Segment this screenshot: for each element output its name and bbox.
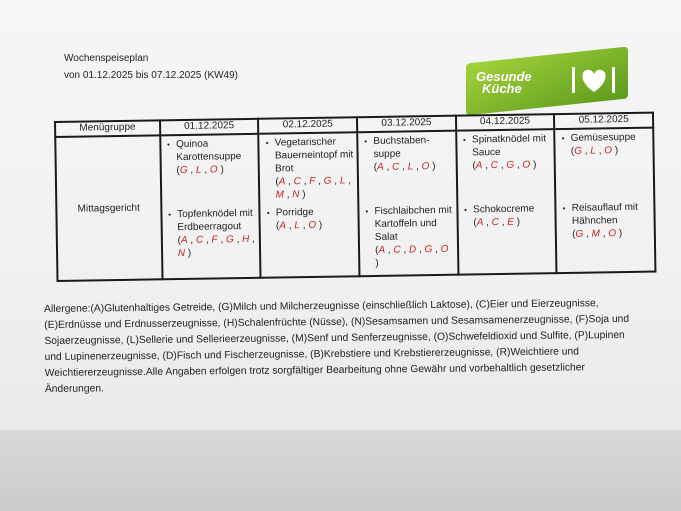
allergen-code: A — [476, 217, 484, 229]
allergen-code: E — [507, 216, 514, 228]
allergen-code: O — [522, 159, 531, 171]
allergen-code: C — [393, 244, 401, 256]
dish-name: Schokocreme — [473, 203, 535, 216]
bullet-icon: • — [561, 133, 565, 144]
fork-heart-knife-icon — [570, 63, 618, 97]
allergen-code: L — [294, 220, 301, 232]
allergen-code: G — [424, 244, 433, 256]
dish-item — [267, 205, 355, 232]
allergen-code: O — [608, 228, 617, 240]
dish-allergens: (A , C , G , O ) — [472, 159, 537, 172]
header-day-5: 05.12.2025 — [554, 113, 653, 130]
dish-item — [563, 201, 652, 241]
allergen-code: L — [339, 175, 346, 187]
allergen-code: G — [323, 175, 332, 187]
logo-line-1: Gesunde — [476, 69, 532, 84]
allergen-code: G — [225, 234, 234, 246]
allergen-code: A — [279, 220, 287, 232]
bullet-icon: • — [167, 140, 170, 150]
dish-item — [167, 137, 256, 177]
allergen-code: G — [179, 164, 188, 177]
dish-item — [364, 134, 453, 174]
logo-line-2: Küche — [482, 81, 522, 96]
bullet-icon: • — [365, 207, 369, 217]
allergen-code: L — [195, 164, 202, 176]
header-day-2: 02.12.2025 — [258, 117, 357, 134]
allergen-code: M — [275, 189, 284, 201]
allergen-code: O — [308, 219, 317, 232]
dish-item — [464, 202, 552, 229]
allergen-code: N — [177, 247, 186, 260]
dish-item — [365, 204, 454, 270]
menu-cell — [555, 128, 656, 274]
dish-allergens: (A , C , L , O ) — [373, 161, 436, 173]
row-label-lunch: Mittagsgericht — [55, 135, 162, 281]
dish-name: Fischlaibchen mit Kartoffeln und Salat — [374, 204, 452, 243]
dish-name: Gemüsesuppe — [570, 131, 636, 144]
bullet-icon: • — [464, 205, 467, 215]
dish-name: Topfenknödel mit Erdbeerragout — [177, 207, 253, 234]
allergen-code: F — [211, 234, 218, 246]
gesunde-kueche-logo — [466, 55, 628, 107]
header-day-3: 03.12.2025 — [357, 116, 456, 133]
bullet-icon: • — [168, 210, 172, 220]
dish-item — [266, 135, 355, 201]
dish-item — [168, 207, 257, 260]
allergen-code: N — [292, 189, 300, 201]
allergen-code: C — [195, 234, 204, 246]
allergen-code: C — [490, 160, 499, 172]
allergen-code: O — [604, 145, 613, 157]
allergen-code: L — [590, 145, 596, 157]
allergen-code: O — [440, 243, 449, 255]
dish-allergens: (G , L , O ) — [570, 145, 619, 157]
allergen-code: L — [407, 161, 414, 173]
menu-cell — [160, 134, 261, 280]
dish-name: Porridge — [275, 206, 314, 219]
dish-name: Vegetarischer Bauerneintopf mit Brot — [274, 136, 354, 175]
allergen-code: O — [209, 164, 218, 176]
allergen-code: G — [506, 159, 515, 171]
plan-date-range: von 01.12.2025 bis 07.12.2025 (KW49) — [64, 70, 239, 81]
dish-name: Quinoa Karottensuppe — [175, 138, 242, 164]
plan-title: Wochenspeiseplan — [64, 53, 149, 64]
logo-text — [476, 71, 532, 95]
dish-allergens: (A , C , D , G , O ) — [374, 243, 449, 269]
dish-allergens: (G , M , O ) — [572, 228, 623, 240]
allergen-code: A — [378, 244, 386, 256]
allergen-code: G — [574, 145, 583, 157]
bullet-icon: • — [265, 138, 269, 148]
header-day-4: 04.12.2025 — [456, 114, 555, 131]
menu-cell — [357, 131, 458, 277]
dish-allergens: (A , C , F , G , H , N ) — [177, 233, 255, 260]
dish-allergens: (A , C , F , G , L , M , N ) — [275, 175, 352, 201]
allergen-code: M — [591, 228, 601, 240]
allergen-code: C — [293, 176, 302, 188]
allergen-legend: Allergene:(A)Glutenhaltiges Getreide, (G)Milch und Milcherzeugnisse (einschließlich Laktose), (C)Eier und Eierzeugnisse, (E)Erdnüsse und Erdnusserzeugnisse, (H)Schalenfrüchte (Nüsse), (N)Sesamsamen und Sesamsamenerzeugnisse, (F)Soja und Sojaerzeugnisse, (L)Sellerie und Sellerieerzeugnisse, (M)Senf und Senferzeugnisse, (O)Schwefeldioxid und Sulfite, (P)Lupinen und Lupinenerzeugnisse, (D)Fisch und Fischerzeugnisse, (B)Krebstiere und Krebstiererzeugnisse, (R)Weichtiere und Weichtiererzeugnisse.Alle Angaben erfolgen trotz sorgfältiger Bearbeitung ohne Gewähr und vorbehaltlich gesetzlicher Änderungen. — [44, 298, 630, 395]
dish-allergens: (A , L , O ) — [275, 219, 323, 232]
allergen-code: A — [180, 234, 188, 247]
allergen-code: G — [575, 228, 584, 240]
allergen-code: A — [475, 160, 483, 172]
header-menu-group: Menügruppe — [55, 120, 160, 137]
weekly-menu-table — [54, 112, 656, 282]
allergen-code: A — [278, 176, 286, 188]
table-row — [55, 128, 655, 281]
allergen-code: C — [392, 161, 400, 173]
allergen-code: D — [408, 244, 417, 256]
dish-name: Buchstaben-suppe — [373, 135, 430, 160]
bullet-icon: • — [562, 203, 566, 214]
allergen-code: C — [491, 217, 499, 229]
dish-name: Spinatknödel mit Sauce — [471, 133, 547, 159]
allergen-code: H — [242, 233, 250, 246]
menu-cell — [456, 129, 557, 275]
bullet-icon: • — [462, 135, 466, 145]
menu-cell — [259, 132, 360, 278]
desk-surface — [0, 430, 681, 511]
bullet-icon: • — [364, 137, 368, 147]
allergen-code: A — [377, 161, 384, 173]
dish-name: Reisauflauf mit Hähnchen — [571, 201, 638, 227]
dish-allergens: (G , L , O ) — [176, 164, 224, 177]
dish-item — [562, 131, 650, 158]
header-day-1: 01.12.2025 — [160, 119, 259, 136]
allergen-code: F — [309, 175, 316, 187]
dish-item — [463, 132, 552, 172]
allergen-code: O — [421, 161, 430, 173]
bullet-icon: • — [266, 208, 270, 218]
dish-allergens: (A , C , E ) — [473, 216, 521, 229]
